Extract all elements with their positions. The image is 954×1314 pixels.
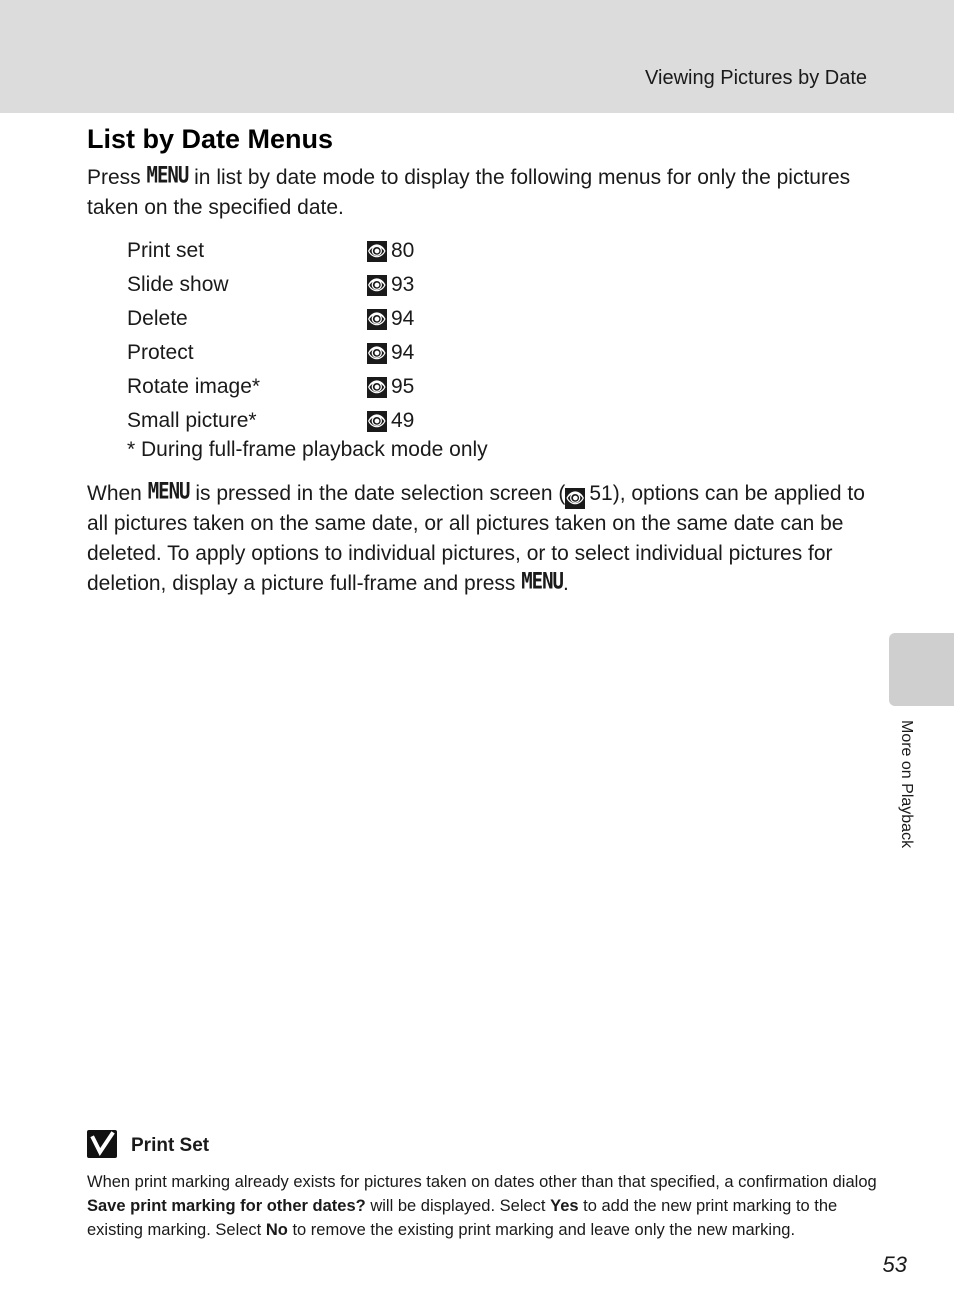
menu-label: Print set <box>127 239 205 262</box>
note-title: Print Set <box>131 1135 210 1156</box>
body-text-4: . <box>563 572 569 595</box>
page-reference-icon: 👁︎ <box>367 242 387 260</box>
menu-page-number: 80 <box>391 239 415 262</box>
page-reference-icon: 👁︎ <box>367 310 387 328</box>
side-tab <box>889 633 954 706</box>
menu-page-number: 94 <box>391 341 415 364</box>
page-reference-icon: 👁︎ <box>565 490 585 507</box>
menu-button-icon: MENU <box>146 163 189 189</box>
note-bold-dialog: Save print marking for other dates? <box>87 1197 366 1215</box>
note-text-4: to remove the existing print marking and leave only the new marking. <box>292 1221 796 1239</box>
body-paragraph <box>87 479 877 599</box>
note-text-1: When print marking already exists for pictures taken on dates other than that specified, a confirmation dialog <box>87 1173 877 1191</box>
menu-label: Small picture* <box>127 409 257 432</box>
page-reference-icon: 👁︎ <box>367 412 387 430</box>
menu-page-number: 94 <box>391 307 415 330</box>
menu-page-ref[interactable] <box>367 375 414 399</box>
note-text-2: will be displayed. Select <box>370 1197 546 1215</box>
page-reference-icon: 👁︎ <box>367 276 387 294</box>
menu-label: Delete <box>127 307 188 330</box>
menu-page-ref[interactable] <box>367 239 414 263</box>
menu-list <box>127 234 527 438</box>
menu-button-icon: MENU <box>147 479 190 505</box>
menu-button-icon: MENU <box>521 569 563 595</box>
body-text-2: is pressed in the date selection screen ( <box>195 482 566 505</box>
body-ref-page[interactable]: 51 <box>589 482 613 505</box>
menu-page-ref[interactable] <box>367 409 414 433</box>
menu-row-slide-show <box>127 268 527 302</box>
menu-page-number: 49 <box>391 409 415 432</box>
header-band <box>0 0 954 113</box>
menu-row-protect <box>127 336 527 370</box>
note-text-3: to add the new print marking to the existing marking. Select <box>87 1197 838 1239</box>
section-title: List by Date Menus <box>87 124 334 154</box>
note-bold-yes: Yes <box>550 1197 579 1215</box>
page-number: 53 <box>882 1252 907 1277</box>
menu-label: Rotate image* <box>127 375 261 398</box>
intro-suffix: in list by date mode to display the following menus for only the pictures taken on the specified date. <box>87 166 851 219</box>
body-text-1: When <box>87 482 142 505</box>
page-reference-icon: 👁︎ <box>367 344 387 362</box>
menu-row-delete <box>127 302 527 336</box>
menu-page-ref[interactable] <box>367 307 414 331</box>
menu-row-rotate-image <box>127 370 527 404</box>
note-bold-no: No <box>265 1221 288 1239</box>
menu-page-number: 95 <box>391 375 415 398</box>
check-note-icon <box>87 1130 117 1158</box>
menu-page-ref[interactable] <box>367 273 414 297</box>
menu-label: Protect <box>127 341 194 364</box>
intro-paragraph <box>87 163 877 223</box>
menu-row-small-picture <box>127 404 527 438</box>
menu-page-number: 93 <box>391 273 415 296</box>
note-body <box>87 1170 877 1242</box>
side-tab-label: More on Playback <box>898 720 915 849</box>
menu-label: Slide show <box>127 273 229 296</box>
menu-footnote: * During full-frame playback mode only <box>127 438 488 461</box>
page-reference-icon: 👁︎ <box>367 378 387 396</box>
body-text-3: ), options can be applied to all pictures taken on the same date, or all pictures taken on the same date can be deleted. To apply options to individual pictures, or to select individual pictures for deletion, display a picture full-frame and press <box>87 482 865 595</box>
running-head: Viewing Pictures by Date <box>645 67 867 89</box>
menu-page-ref[interactable] <box>367 341 414 365</box>
menu-row-print-set <box>127 234 527 268</box>
intro-prefix: Press <box>87 166 141 189</box>
